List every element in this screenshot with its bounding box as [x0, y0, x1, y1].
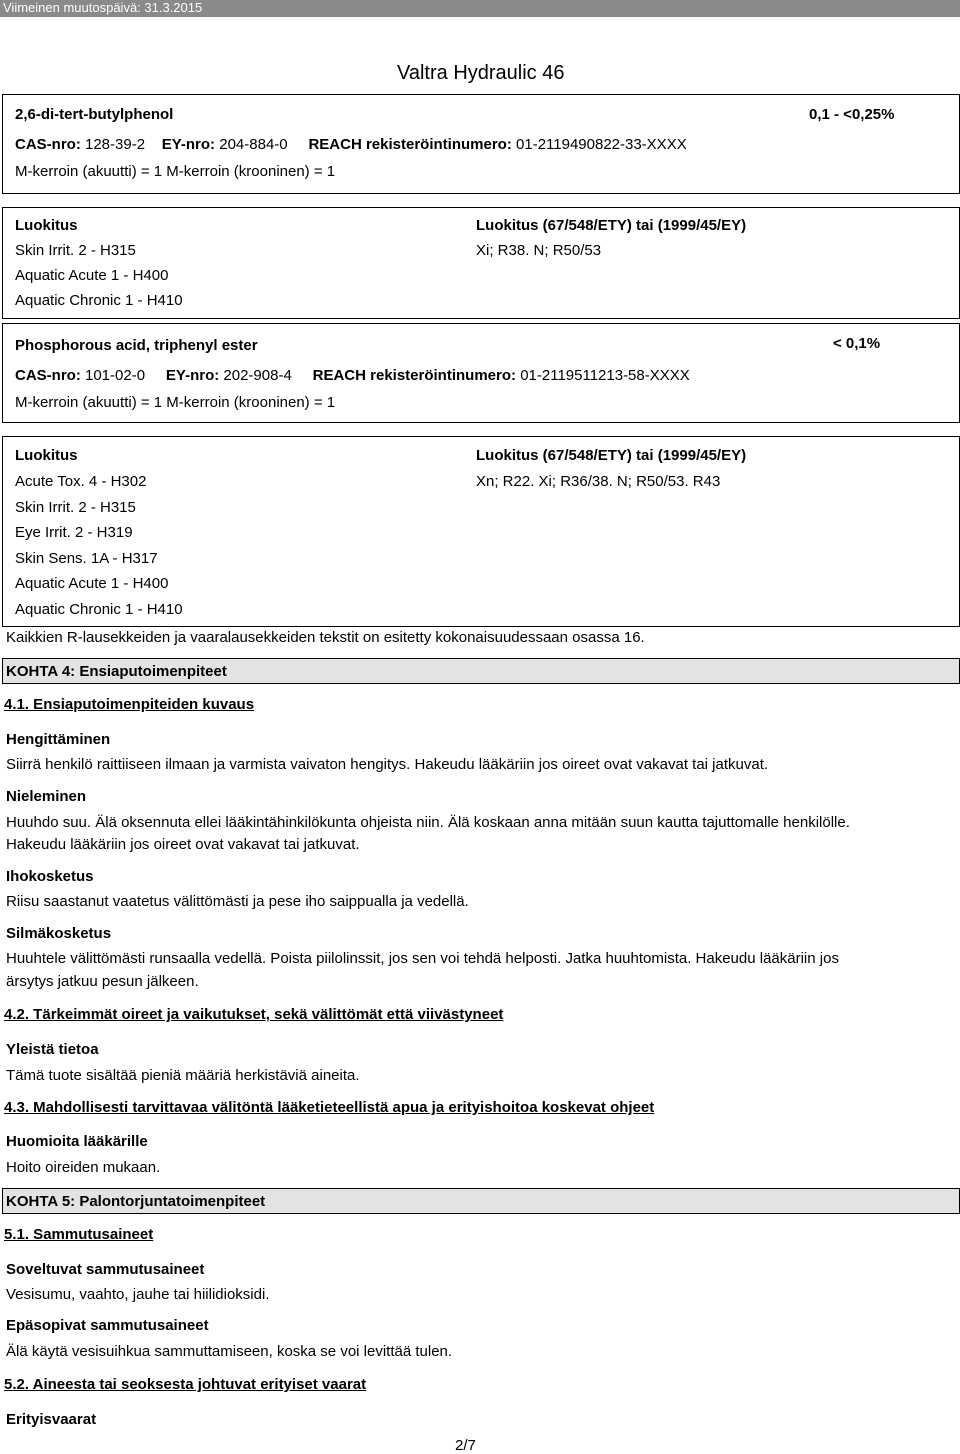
- cas-label: CAS-nro:: [15, 136, 81, 153]
- substance-1-class-heading: Luokitus: [15, 217, 78, 234]
- substance-2-class-item: Eye Irrit. 2 - H319: [15, 524, 133, 541]
- subsection-5-1-title: 5.1. Sammutusaineet: [4, 1226, 154, 1243]
- substance-2-concentration: < 0,1%: [833, 335, 881, 352]
- ingestion-heading: Nieleminen: [6, 788, 87, 805]
- general-info-heading: Yleistä tietoa: [6, 1041, 99, 1058]
- ingestion-text: Hakeudu lääkäriin jos oireet ovat vakavat tai jatkuvat.: [6, 836, 360, 853]
- subsection-4-2-title: 4.2. Tärkeimmät oireet ja vaikutukset, sekä välittömät että viivästyneet: [4, 1006, 504, 1023]
- special-hazards-heading: Erityisvaarat: [6, 1411, 97, 1428]
- substance-1-class-item: Aquatic Chronic 1 - H410: [15, 292, 183, 309]
- substance-2-old-class: Xn; R22. Xi; R36/38. N; R50/53. R43: [476, 473, 721, 490]
- substance-1-class-item: Aquatic Acute 1 - H400: [15, 267, 169, 284]
- eye-contact-text: Huuhtele välittömästi runsaalla vedellä. Poista piilolinssit, jos sen voi tehdä helposti. Jatka huuhtomista. Hakeudu lääkäriin jos: [6, 950, 839, 967]
- substance-1-old-class: Xi; R38. N; R50/53: [476, 242, 602, 259]
- doctor-notes-text: Hoito oireiden mukaan.: [6, 1159, 161, 1176]
- reach-label: REACH rekisteröintinumero:: [312, 367, 517, 384]
- substance-1-name: 2,6-di-tert-butylphenol: [15, 106, 174, 123]
- substance-1-ids: [15, 136, 687, 153]
- document-title: Valtra Hydraulic 46: [397, 62, 565, 84]
- ey-label: EY-nro:: [161, 136, 216, 153]
- ey-value: 204-884-0: [219, 136, 288, 153]
- unsuitable-media-heading: Epäsopivat sammutusaineet: [6, 1317, 209, 1334]
- subsection-4-1-title: 4.1. Ensiaputoimenpiteiden kuvaus: [4, 696, 255, 713]
- subsection-5-2-title: 5.2. Aineesta tai seoksesta johtuvat erityiset vaarat: [4, 1376, 367, 1393]
- ey-label: EY-nro:: [165, 367, 220, 384]
- cas-value: 101-02-0: [85, 367, 146, 384]
- substance-2-name: Phosphorous acid, triphenyl ester: [15, 337, 258, 354]
- general-info-text: Tämä tuote sisältää pieniä määriä herkistäviä aineita.: [6, 1067, 360, 1084]
- subsection-4-3-title: 4.3. Mahdollisesti tarvittavaa välitöntä lääketieteellistä apua ja erityishoitoa koskevat ohjeet: [4, 1099, 655, 1116]
- substance-2-ids: [15, 367, 690, 384]
- reach-value: 01-2119490822-33-XXXX: [516, 136, 687, 153]
- unsuitable-media-text: Älä käytä vesisuihkua sammuttamiseen, koska se voi levittää tulen.: [6, 1343, 453, 1360]
- ingestion-text: Huuhdo suu. Älä oksennuta ellei lääkintähinkilökunta ohjeista niin. Älä koskaan anna mitään suun kautta tajuttomalle henkilölle.: [6, 814, 850, 831]
- reach-value: 01-2119511213-58-XXXX: [520, 367, 690, 384]
- inhalation-text: Siirrä henkilö raittiiseen ilmaan ja varmista vaivaton hengitys. Hakeudu lääkäriin jos oireet ovat vakavat tai jatkuvat.: [6, 756, 769, 773]
- section-4-title: KOHTA 4: Ensiaputoimenpiteet: [6, 663, 227, 680]
- substance-2-class-box: [2, 436, 960, 627]
- doctor-notes-heading: Huomioita lääkärille: [6, 1133, 148, 1150]
- substance-2-class-item: Aquatic Chronic 1 - H410: [15, 601, 183, 618]
- r-phrases-note: Kaikkien R-lausekkeiden ja vaaralausekkeiden tekstit on esitetty kokonaisuudessaan osassa 16.: [6, 629, 645, 646]
- substance-1-concentration: 0,1 - <0,25%: [809, 106, 895, 123]
- substance-2-class-item: Skin Sens. 1A - H317: [15, 550, 158, 567]
- suitable-media-heading: Soveltuvat sammutusaineet: [6, 1261, 205, 1278]
- substance-2-class-item: Skin Irrit. 2 - H315: [15, 499, 136, 516]
- eye-contact-text: ärsytys jatkuu pesun jälkeen.: [6, 973, 199, 990]
- cas-label: CAS-nro:: [15, 367, 81, 384]
- revision-bar: [0, 0, 960, 17]
- substance-1-mfactor: M-kerroin (akuutti) = 1 M-kerroin (krooninen) = 1: [15, 163, 336, 180]
- substance-2-class-item: Aquatic Acute 1 - H400: [15, 575, 169, 592]
- eye-contact-heading: Silmäkosketus: [6, 925, 112, 942]
- skin-contact-heading: Ihokosketus: [6, 868, 94, 885]
- substance-2-class-heading: Luokitus: [15, 447, 78, 464]
- skin-contact-text: Riisu saastanut vaatetus välittömästi ja pese iho saippualla ja vedellä.: [6, 893, 469, 910]
- suitable-media-text: Vesisumu, vaahto, jauhe tai hiilidioksidi.: [6, 1286, 270, 1303]
- substance-1-class-item: Skin Irrit. 2 - H315: [15, 242, 136, 259]
- revision-date: Viimeinen muutospäivä: 31.3.2015: [3, 0, 203, 15]
- substance-2-class-item: Acute Tox. 4 - H302: [15, 473, 147, 490]
- substance-1-old-class-heading: Luokitus (67/548/ETY) tai (1999/45/EY): [476, 217, 747, 234]
- substance-2-mfactor: M-kerroin (akuutti) = 1 M-kerroin (krooninen) = 1: [15, 394, 336, 411]
- section-5-title: KOHTA 5: Palontorjuntatoimenpiteet: [6, 1193, 266, 1210]
- cas-value: 128-39-2: [85, 136, 146, 153]
- inhalation-heading: Hengittäminen: [6, 731, 111, 748]
- substance-2-old-class-heading: Luokitus (67/548/ETY) tai (1999/45/EY): [476, 447, 747, 464]
- page-number: 2/7: [455, 1437, 476, 1454]
- reach-label: REACH rekisteröintinumero:: [308, 136, 512, 153]
- ey-value: 202-908-4: [223, 367, 292, 384]
